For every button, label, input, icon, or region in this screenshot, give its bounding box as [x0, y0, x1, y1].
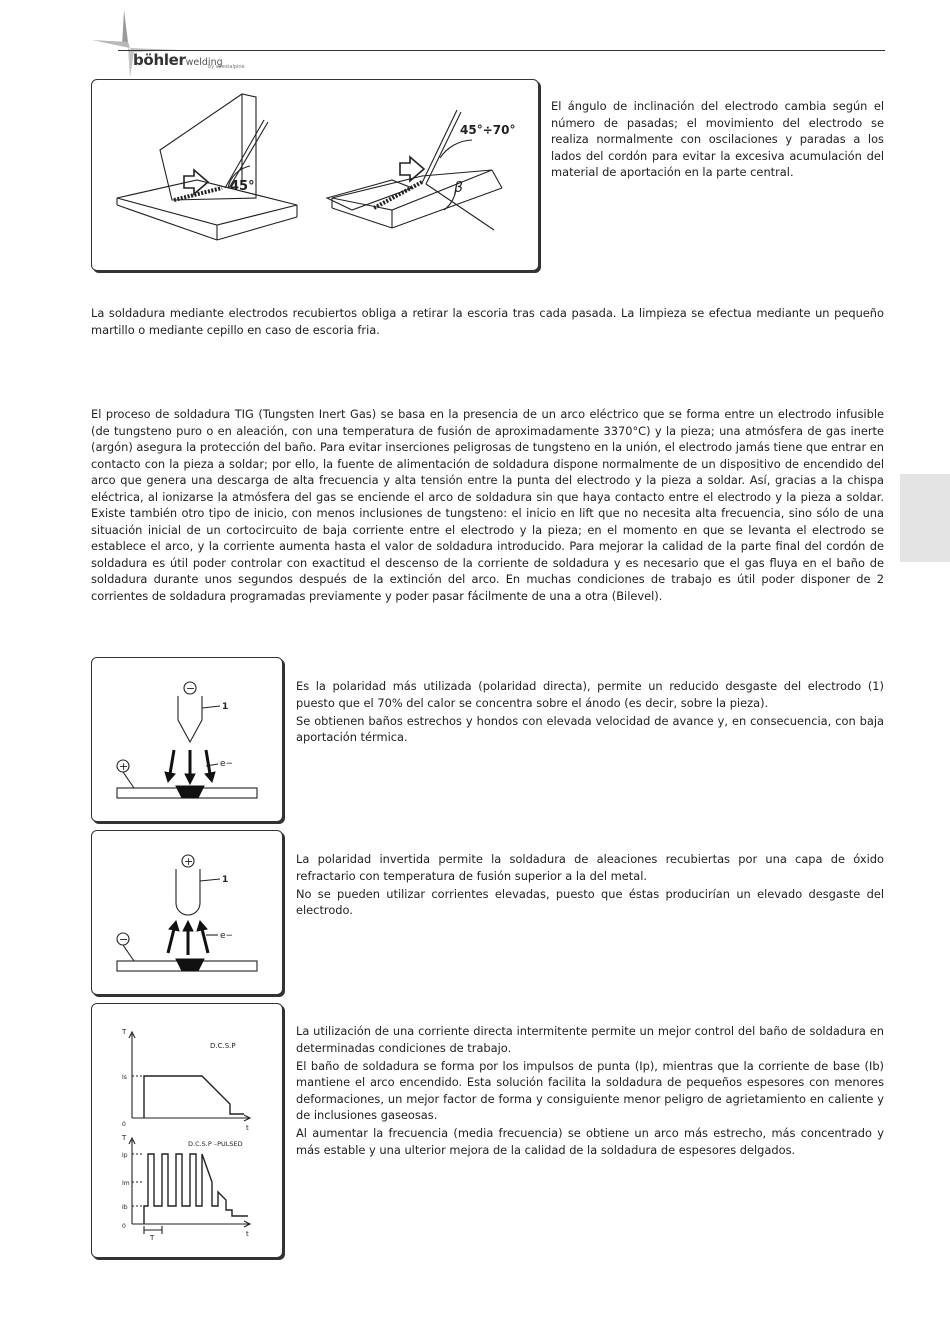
slag-cleaning-paragraph: La soldadura mediante electrodos recubiertos obliga a retirar la escoria tras cada pasada. La limpieza se efectua mediante un pequeño martillo o mediante cepillo en caso de escoria fria.: [91, 306, 884, 337]
slag-cleaning-text: [91, 305, 884, 340]
top-origin: 0: [122, 1121, 126, 1128]
bottom-origin: 0: [122, 1223, 126, 1230]
direct-polarity-drawing: [92, 658, 282, 821]
bottom-graph-title: D.C.S.P –PULSED: [188, 1140, 243, 1148]
brand-name: böhler: [133, 51, 186, 69]
direct-polarity-paragraph-2: Se obtienen baños estrechos y hondos con elevada velocidad de avance y, en consecuencia, con baja aportación térmica.: [296, 713, 884, 744]
chapter-side-tab: [900, 474, 950, 562]
bottom-ip-label: Ip: [122, 1152, 128, 1159]
bottom-axis-time: t: [246, 1230, 249, 1238]
piece-minus-sign: −: [119, 933, 129, 946]
electron-label: e−: [220, 759, 234, 769]
top-graph-title: D.C.S.P: [210, 1042, 236, 1050]
pulsed-paragraph-1: La utilización de una corriente directa intermitente permite un mejor control del baño de soldadura en determinadas condiciones de trabajo.: [296, 1024, 884, 1055]
pulsed-current-figure: [91, 1003, 283, 1258]
bottom-ib-label: Ib: [122, 1204, 128, 1211]
electrode-angle-paragraph: El ángulo de inclinación del electrodo cambia según el número de pasadas; el movimiento del electrodo se realiza normalmente con oscilaciones y paradas a los lados del cordón para evitar la excesiva acumulación del material de aportación en la parte central.: [551, 99, 884, 179]
direct-polarity-figure: [91, 657, 283, 822]
electrode-angle-drawing: [92, 80, 538, 270]
direct-polarity-paragraph-1: Es la polaridad más utilizada (polaridad directa), permite un reducido desgaste del electrodo (1) puesto que el 70% del calor se concentra sobre el ánodo (es decir, sobre la pieza).: [296, 679, 884, 710]
pulsed-current-drawing: [92, 1004, 282, 1257]
header-rule: [118, 50, 885, 51]
top-is-label: Is: [122, 1074, 127, 1081]
beta-label: β: [454, 180, 463, 196]
piece-plus-sign: +: [119, 760, 129, 773]
electrode-number-label: 1: [222, 702, 229, 712]
brand-suffix: welding: [185, 57, 223, 68]
electron-label: e−: [220, 931, 234, 941]
pulsed-current-text: [296, 1023, 884, 1160]
electrode-number-label: 1: [222, 875, 229, 885]
tig-process-text: [91, 406, 884, 606]
reverse-polarity-drawing: [92, 831, 282, 994]
electrode-plus-sign: +: [184, 855, 194, 868]
reverse-polarity-figure: [91, 830, 283, 995]
electrode-minus-sign: −: [186, 682, 196, 695]
reverse-polarity-paragraph-2: No se pueden utilizar corrientes elevadas, puesto que éstas producirían un elevado desgaste del electrodo.: [296, 886, 884, 917]
electrode-angle-figure: [91, 79, 539, 271]
electrode-angle-text: [551, 98, 884, 182]
angle-45-label: 45°: [230, 179, 255, 194]
brand-sub: by voestalpine: [208, 64, 245, 70]
top-axis-t: T: [122, 1028, 127, 1036]
pulsed-paragraph-2: El baño de soldadura se forma por los impulsos de punta (Ip), mientras que la corriente de base (Ib) mantiene el arco encendido. Esta solución facilita la soldadura de pequeños espesores con menores deformaciones, un mejor factor de forma y consiguiente menor peligro de agrietamiento en caliente y de inclusiones gaseosas.: [296, 1058, 884, 1122]
reverse-polarity-text: [296, 851, 884, 920]
bottom-axis-t: T: [122, 1134, 127, 1142]
angle-45-70-label: 45°÷70°: [460, 123, 516, 137]
period-label: T: [150, 1234, 155, 1242]
direct-polarity-text: [296, 678, 884, 747]
tig-process-paragraph: El proceso de soldadura TIG (Tungsten Inert Gas) se basa en la presencia de un arco eléctrico que se forma entre un electrodo infusible (de tungsteno puro o en aleación, con una temperatura de fusión de aproximadamente 3370°C) y la pieza; una atmósfera de gas inerte (argón) asegura la protección del baño. Para evitar inserciones peligrosas de tungsteno en la unión, el electrodo jamás tiene que entrar en contacto con la pieza a soldar; por ello, la fuente de alimentación de soldadura dispone normalmente de un dispositivo de encendido del arco que genera una descarga de alta frecuencia y alta tensión entre la punta del electrodo y la pieza a soldar. Así, gracias a la chispa eléctrica, al ionizarse la atmósfera del gas se enciende el arco de soldadura sin que haya contacto entre el electrodo y la pieza a soldar. Existe también otro tipo de inicio, con menos inclusiones de tungsteno: el inicio en lift que no necesita alta frecuencia, sino sólo de una situación inicial de un cortocircuito de baja corriente entre el electrodo y la pieza; en el momento en que se levanta el electrodo se establece el arco, y la corriente aumenta hasta el valor de soldadura introducido. Para mejorar la calidad de la parte final del cordón de soldadura es útil poder controlar con exactitud el descenso de la corriente de soldadura y es necesario que el gas fluya en el baño de soldadura durante unos segundos después de la extinción del arco. En muchas condiciones de trabajo es útil poder disponer de 2 corrientes de soldadura programadas previamente y poder pasar fácilmente de una a otra (Bilevel).: [91, 407, 884, 603]
bottom-im-label: Im: [122, 1180, 130, 1187]
pulsed-paragraph-3: Al aumentar la frecuencia (media frecuencia) se obtiene un arco más estrecho, más concentrado y más estable y una ulterior mejora de la calidad de la soldadura de espesores delgados.: [296, 1126, 884, 1157]
reverse-polarity-paragraph-1: La polaridad invertida permite la soldadura de aleaciones recubiertas por una capa de óxido refractario con temperatura de fusión superior a la del metal.: [296, 852, 884, 883]
top-axis-time: t: [246, 1124, 249, 1132]
